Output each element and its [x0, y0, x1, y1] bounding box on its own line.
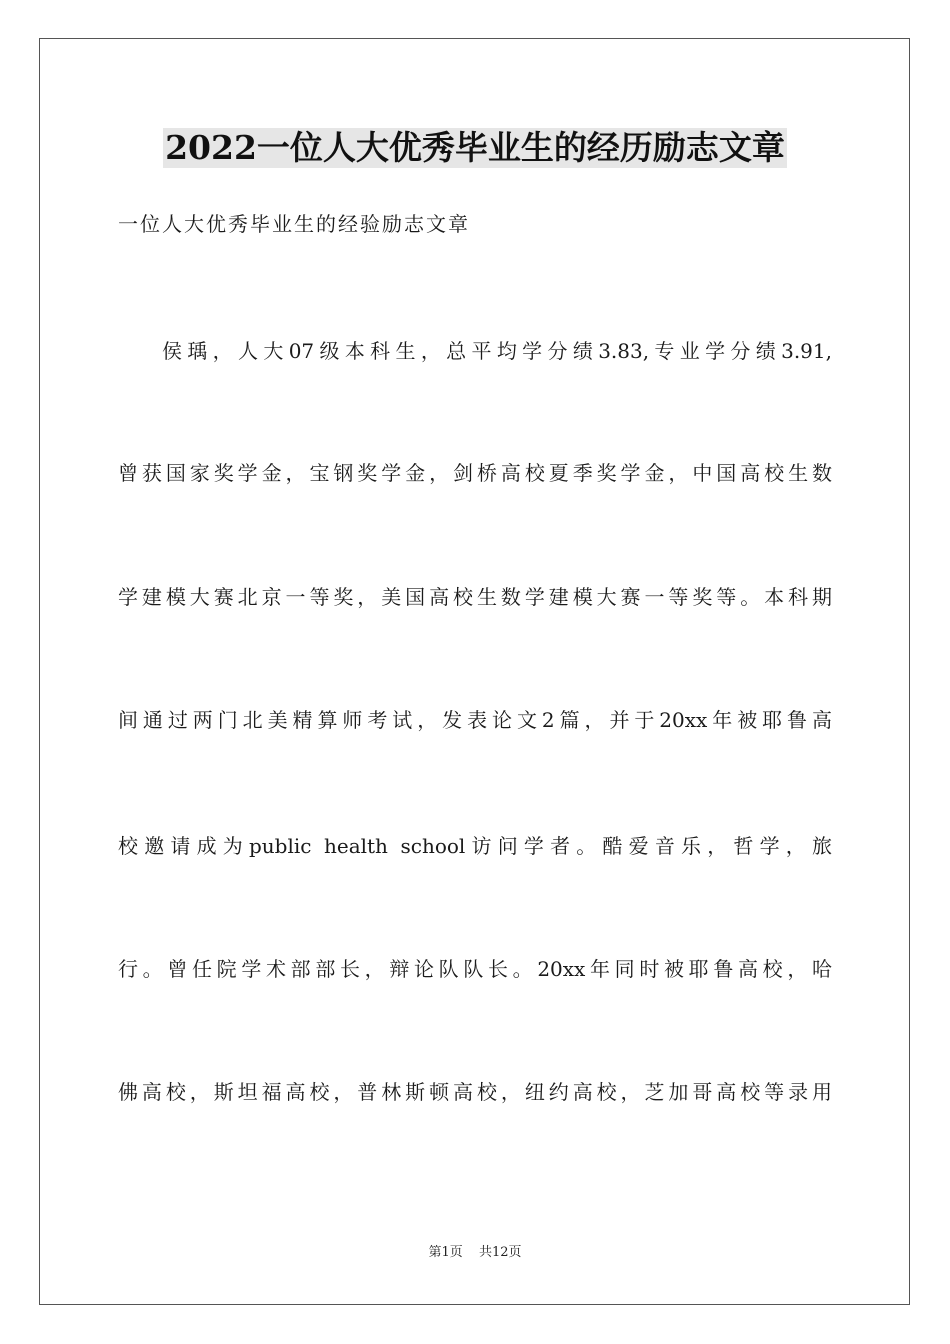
page-total: 共12页 — [478, 1245, 522, 1260]
body-line-4: 间通过两门北美精算师考试，发表论文2篇，并于20xx年被耶鲁高 — [118, 708, 832, 732]
body-line-2: 曾获国家奖学金，宝钢奖学金，剑桥高校夏季奖学金，中国高校生数 — [118, 461, 832, 485]
body-line-5: 校邀请成为public health school访问学者。酷爱音乐，哲学，旅 — [118, 834, 832, 858]
document-subtitle: 一位人大优秀毕业生的经验励志文章 — [118, 212, 470, 236]
body-line-3: 学建模大赛北京一等奖，美国高校生数学建模大赛一等奖等。本科期 — [118, 585, 832, 609]
title-container — [0, 128, 950, 168]
body-line-1: 侯瑀，人大07级本科生，总平均学分绩3.83,专业学分绩3.91, — [162, 339, 832, 363]
page-current: 第1页 — [428, 1245, 463, 1260]
page-footer — [0, 1244, 950, 1262]
body-line-6: 行。曾任院学术部部长，辩论队队长。20xx年同时被耶鲁高校，哈 — [118, 957, 832, 981]
document-title: 2022一位人大优秀毕业生的经历励志文章 — [165, 128, 785, 167]
body-line-7: 佛高校，斯坦福高校，普林斯顿高校，纽约高校，芝加哥高校等录用 — [118, 1080, 832, 1104]
